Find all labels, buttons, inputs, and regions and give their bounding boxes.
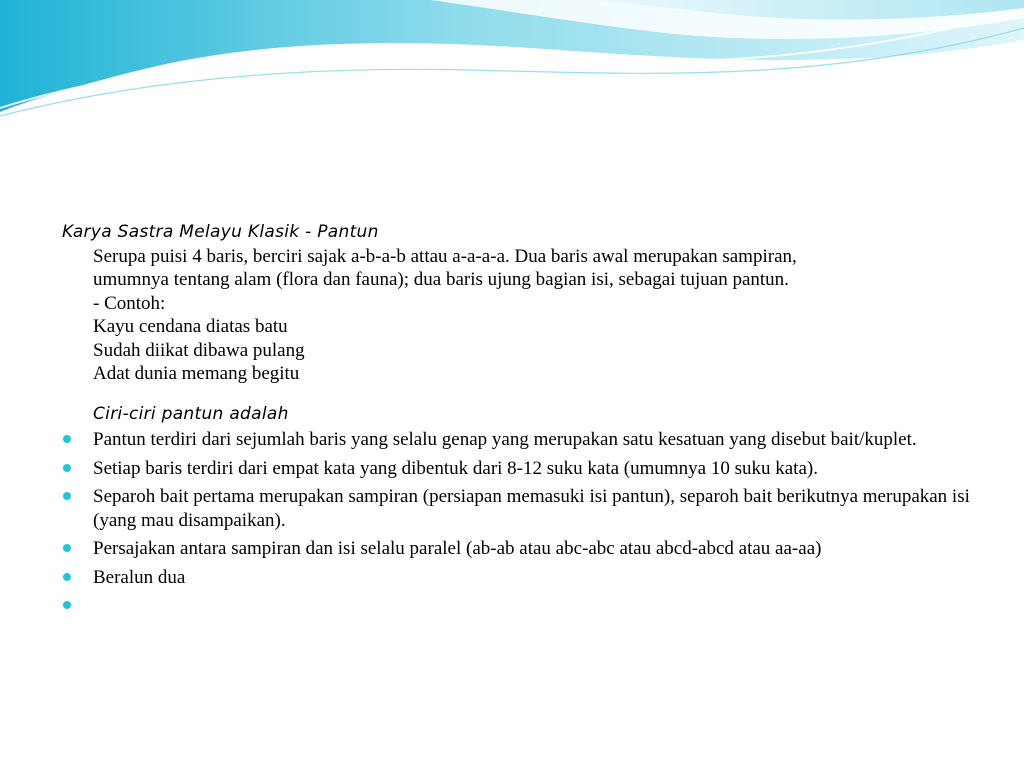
bullet-icon xyxy=(63,464,71,472)
header-wave-decoration xyxy=(0,0,1024,130)
list-item xyxy=(62,566,972,590)
subheading: Ciri-ciri pantun adalah xyxy=(93,403,289,424)
bullet-icon xyxy=(63,544,71,552)
list-item xyxy=(62,485,972,532)
intro-block xyxy=(93,245,972,386)
intro-line: - Contoh: xyxy=(93,292,166,314)
list-item-text: Setiap baris terdiri dari empat kata yang dibentuk dari 8-12 suku kata (umumnya 10 suku kata). xyxy=(93,457,818,479)
bullet-list xyxy=(62,428,972,618)
list-item xyxy=(62,457,972,481)
pantun-example-line: Adat dunia memang begitu xyxy=(93,363,300,384)
bullet-icon xyxy=(63,601,71,609)
list-item xyxy=(62,428,972,452)
slide-content xyxy=(62,221,972,623)
pantun-example-line: Sudah diikat dibawa pulang xyxy=(93,339,305,361)
list-item-text: Pantun terdiri dari sejumlah baris yang selalu genap yang merupakan satu kesatuan yang disebut bait/kuplet. xyxy=(93,429,917,450)
list-item-text: Persajakan antara sampiran dan isi selalu paralel (ab-ab atau abc-abc atau abcd-abcd atau aa-aa) xyxy=(93,538,822,559)
list-item xyxy=(62,594,972,618)
slide-title: Karya Sastra Melayu Klasik - Pantun xyxy=(62,222,379,242)
list-item-text xyxy=(93,595,98,616)
pantun-example-line: Kayu cendana diatas batu xyxy=(93,316,288,337)
list-item xyxy=(62,537,972,561)
intro-line: Serupa puisi 4 baris, berciri sajak a-b-a-b attau a-a-a-a. Dua baris awal merupakan sampiran, xyxy=(93,245,797,267)
list-item-text: Beralun dua xyxy=(93,566,186,588)
bullet-icon xyxy=(63,435,71,443)
bullet-icon xyxy=(63,492,71,500)
list-item-text: Separoh bait pertama merupakan sampiran (persiapan memasuki isi pantun), separoh bait berikutnya merupakan isi (yang mau disampaikan). xyxy=(93,486,970,531)
intro-line: umumnya tentang alam (flora dan fauna); dua baris ujung bagian isi, sebagai tujuan pantun. xyxy=(93,269,789,290)
bullet-icon xyxy=(63,573,71,581)
